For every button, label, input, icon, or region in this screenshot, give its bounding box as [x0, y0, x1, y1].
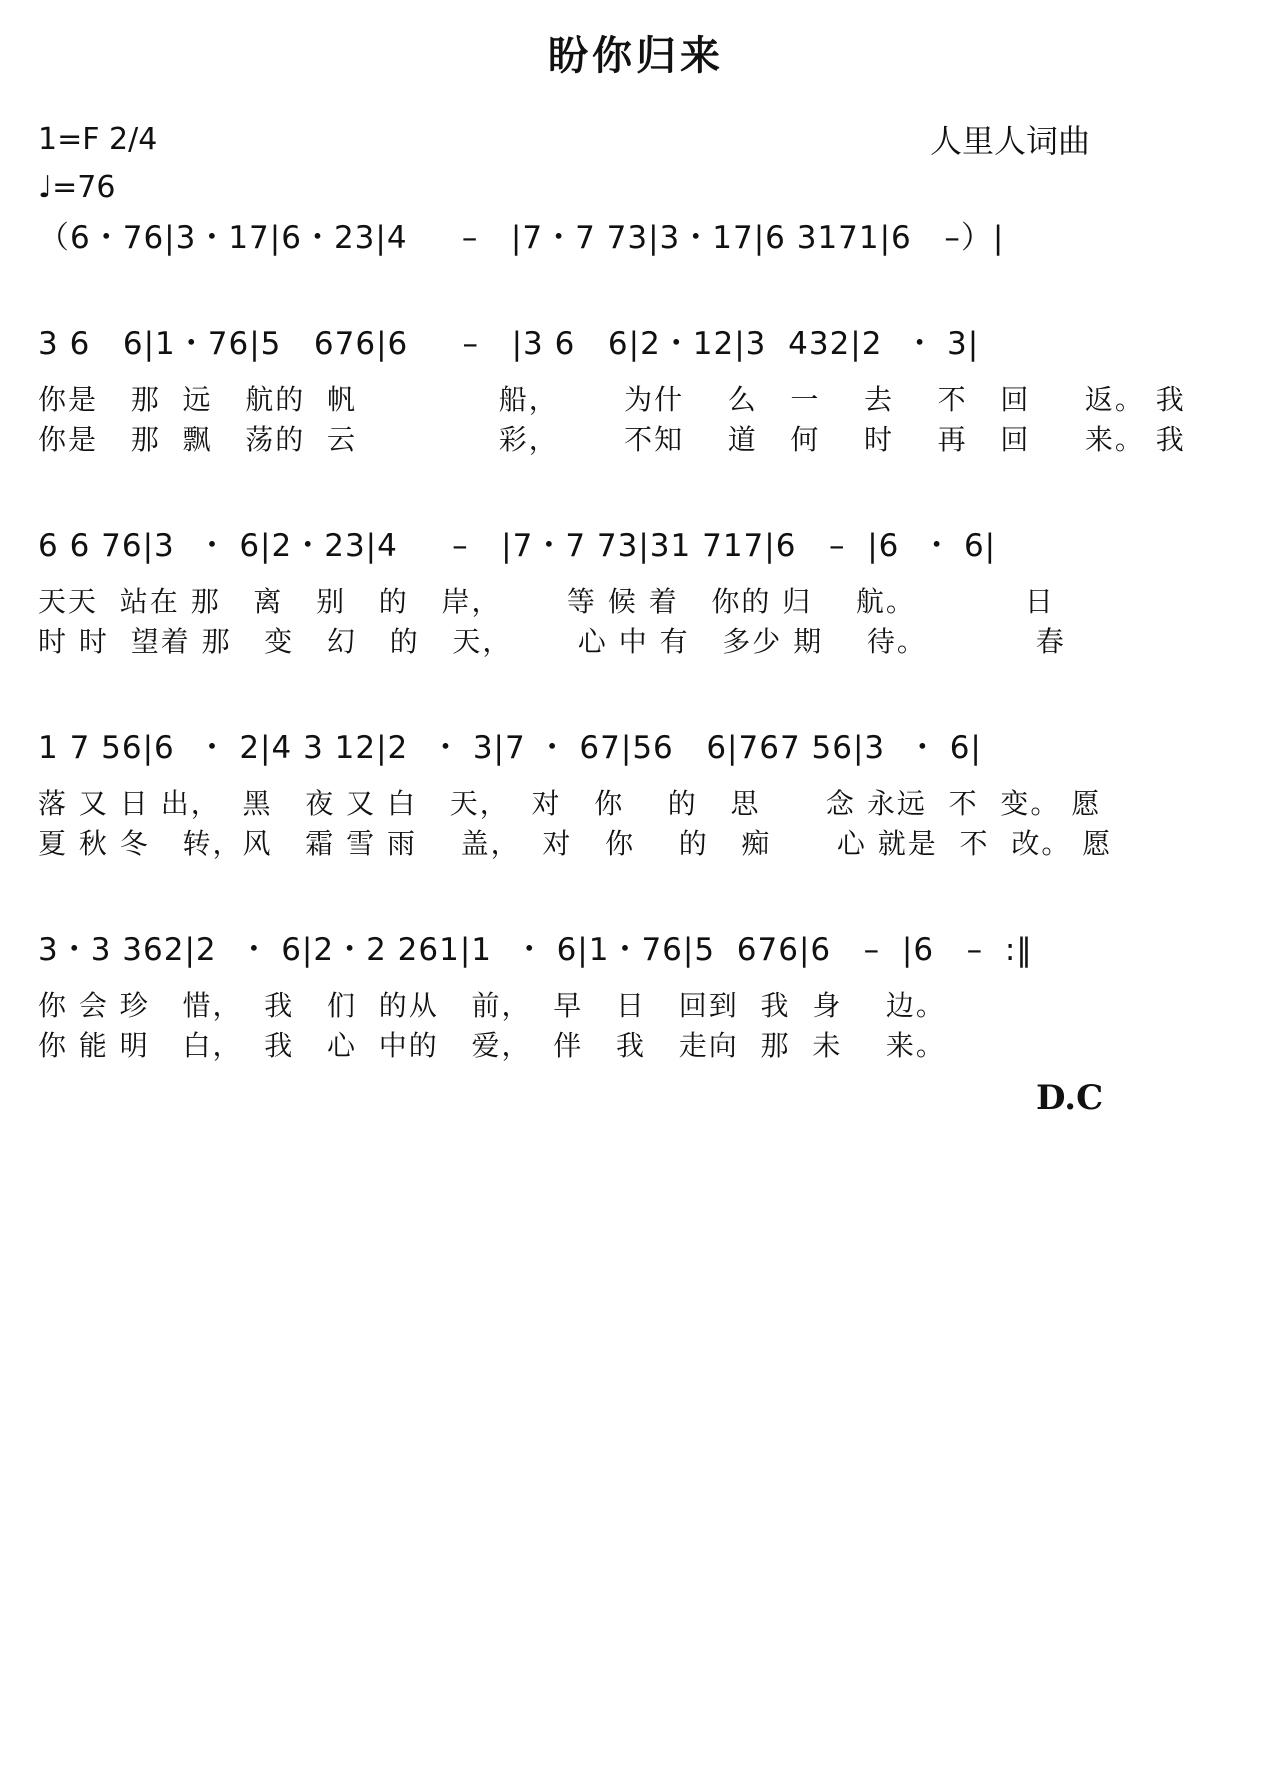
lyric-verse-1: 你 会 珍 惜， 我 们 的从 前， 早 日 回到 我 身 边。 — [38, 989, 946, 1022]
notation-line: 6 6 76|3 ・ 6|2・23|4 – |7・7 73|31 717|6 – |6 ・ 6| — [38, 528, 997, 564]
composer-credit: 人里人词曲 — [929, 122, 1090, 160]
tempo-value: =76 — [52, 170, 116, 205]
key-and-time-signature — [38, 122, 157, 157]
score-system-4 — [38, 722, 1238, 862]
lyric-verse-1: 落 又 日 出， 黑 夜 又 白 天， 对 你 的 思 念 永远 不 变。 愿 — [38, 787, 1102, 820]
notation-line: 1 7 56|6 ・ 2|4 3 12|2 ・ 3|7 ・ 67|56 6|767 56|3 ・ 6| — [38, 730, 982, 766]
lyric-verse-2: 你是 那 飘 荡的 云 彩， 不知 道 何 时 再 回 来。 我 — [38, 423, 1186, 456]
song-title: 盼你归来 — [548, 33, 724, 79]
notation-line: 3 6 6|1・76|5 676|6 – |3 6 6|2・12|3 432|2 ・ 3| — [38, 326, 980, 362]
score-system-3 — [38, 520, 1238, 660]
lyric-verse-1: 天天 站在 那 离 别 的 岸， 等 候 着 你的 归 航。 日 — [38, 585, 1055, 618]
notation-line: （6・76|3・17|6・23|4 – |7・7 73|3・17|6 3171|6 –）| — [38, 220, 1005, 256]
quarter-note-icon: ♩ — [38, 170, 53, 205]
score-system-1 — [38, 212, 1238, 272]
lyric-verse-2: 你 能 明 白， 我 心 中的 爱， 伴 我 走向 那 未 来。 — [38, 1029, 946, 1062]
notation-line: 3・3 362|2 ・ 6|2・2 261|1 ・ 6|1・76|5 676|6 – |6 – :‖ — [38, 932, 1033, 968]
score-system-5 — [38, 924, 1238, 1064]
lyric-verse-1: 你是 那 远 航的 帆 船， 为什 么 一 去 不 回 返。 我 — [38, 383, 1186, 416]
lyric-verse-2: 时 时 望着 那 变 幻 的 天， 心 中 有 多少 期 待。 春 — [38, 625, 1066, 658]
da-capo-mark: D.C — [1036, 1078, 1104, 1118]
lyric-verse-2: 夏 秋 冬 转，风 霜 雪 雨 盖， 对 你 的 痴 心 就是 不 改。 愿 — [38, 827, 1113, 860]
time-signature: 2/4 — [109, 122, 158, 157]
tempo-marking — [38, 170, 115, 205]
score-system-2 — [38, 318, 1238, 458]
key-signature: 1=F — [38, 122, 100, 157]
